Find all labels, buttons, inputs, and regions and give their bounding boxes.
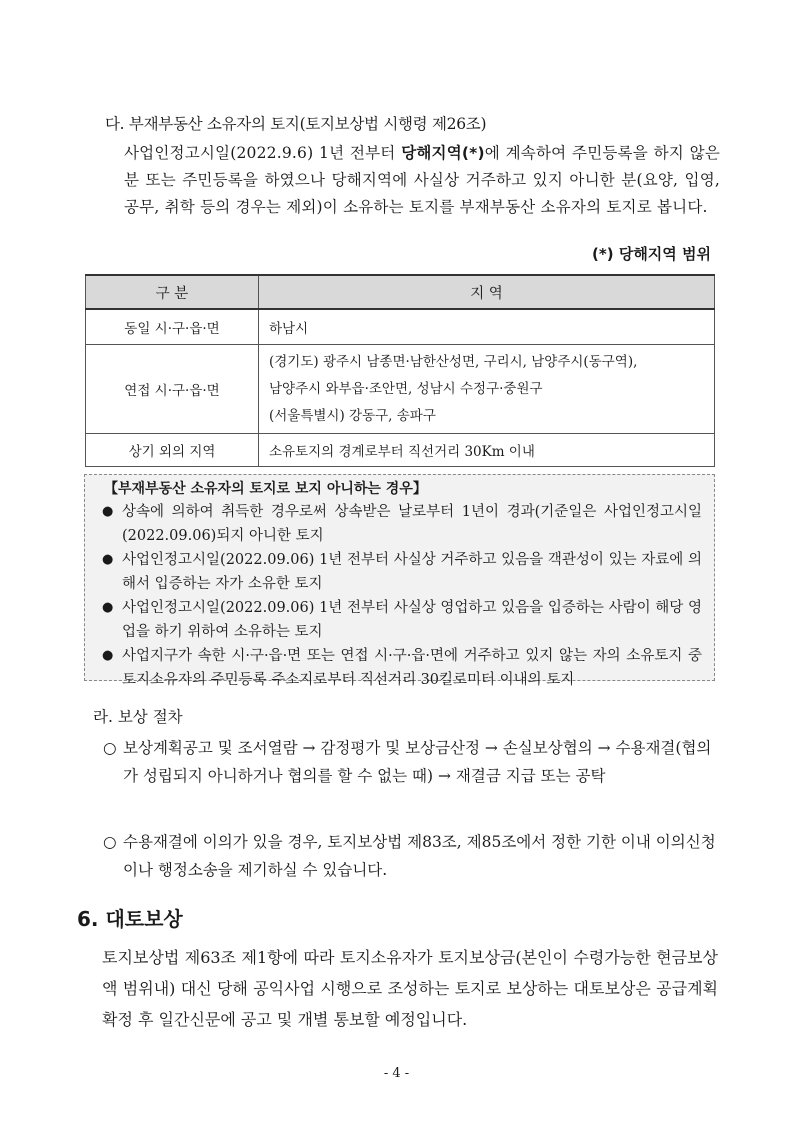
section-6-paragraph: 토지보상법 제63조 제1항에 따라 토지소유자가 토지보상금(본인이 수령가능한 현금보상액 범위내) 대신 당해 공익사업 시행으로 조성하는 토지로 보상하는 대토보상은 공급계획 확정 후 일간신문에 공고 및 개별 통보할 예정입니다. (102, 948, 718, 1029)
para-text-2: 에 계속하여 주민등록을 하지 않은 분 또는 주민등록을 하였으나 당해지역에 사실상 거주하고 있지 아니한 분(요양, 입영, 공무, 취학 등의 경우는 제외)이 소유하는 토지를 부재부동산 소유자의 토지로 봅니다. (124, 144, 720, 216)
header-region: 지 역 (259, 275, 715, 309)
section-c-paragraph (124, 140, 720, 221)
bullet-icon: ● (102, 600, 114, 615)
row-value (259, 345, 715, 434)
bullet-icon: ● (102, 504, 114, 519)
list-item-text: 사업인정고시일(2022.09.06) 1년 전부터 사실상 영업하고 있음을 입증하는 사람이 해당 영업을 하기 위하여 소유하는 토지 (122, 600, 702, 640)
section-d-title: 라. 보상 절차 (93, 708, 183, 726)
para-bold-term: 당해지역(*) (401, 144, 485, 162)
list-item (102, 644, 702, 692)
list-item-text: 사업지구가 속한 시·구·읍·면 또는 연접 시·구·읍·면에 거주하고 있지 않는 자의 소유토지 중 토지소유자의 주민등록 주소지로부터 직선거리 30킬로미터 이내의 토지 (122, 648, 702, 688)
exclusion-box-title: 【부재부동산 소유자의 토지로 보지 아니하는 경우】 (104, 481, 427, 497)
section-c-title: 다. 부재부동산 소유자의 토지(토지보상법 시행령 제26조) (105, 115, 487, 133)
list-item-text: 상속에 의하여 취득한 경우로써 상속받은 날로부터 1년이 경과(기준일은 사업인정고시일(2022.09.06)되지 아니한 토지 (122, 504, 702, 544)
list-item (102, 596, 702, 644)
header-category: 구 분 (86, 275, 259, 309)
page-number: - 4 - (383, 1066, 410, 1081)
list-item (102, 548, 702, 596)
bullet-icon: ● (102, 648, 114, 663)
exclusion-list (102, 500, 702, 692)
list-item-text: 사업인정고시일(2022.09.06) 1년 전부터 사실상 거주하고 있음을 객관성이 있는 자료에 의해서 입증하는 자가 소유한 토지 (122, 552, 702, 592)
bullet-icon: ● (102, 552, 114, 567)
row-label: 상기 외의 지역 (86, 434, 259, 467)
hollow-circle-icon: ○ (103, 739, 117, 757)
procedure-item (103, 734, 718, 790)
region-table (85, 274, 715, 467)
row-label: 동일 시·구·읍·면 (86, 309, 259, 345)
table-row (86, 309, 715, 345)
row-value: 하남시 (259, 309, 715, 345)
table-header-row (86, 275, 715, 309)
table-row (86, 434, 715, 467)
row-value: 소유토지의 경계로부터 직선거리 30Km 이내 (259, 434, 715, 467)
list-item (102, 500, 702, 548)
procedure-text: 보상계획공고 및 조서열람 → 감정평가 및 보상금산정 → 손실보상협의 → 수용재결(협의가 성립되지 아니하거나 협의를 할 수 없는 때) → 재결금 지급 또는 공탁 (123, 739, 712, 785)
table-caption: (*) 당해지역 범위 (592, 245, 711, 263)
row-value-line: (경기도) 광주시 남종면·남한산성면, 구리시, 남양주시(동구역), (269, 353, 638, 370)
hollow-circle-icon: ○ (103, 833, 117, 851)
table-row (86, 345, 715, 434)
section-6-heading: 6. 대토보상 (77, 907, 183, 931)
row-value-line: 남양주시 와부읍·조안면, 성남시 수정구·중원구 (269, 380, 543, 397)
row-value-line: (서울특별시) 강동구, 송파구 (269, 407, 436, 424)
row-label: 연접 시·구·읍·면 (86, 345, 259, 434)
procedure-item (103, 828, 718, 884)
para-text-1: 사업인정고시일(2022.9.6) 1년 전부터 (124, 144, 402, 162)
procedure-text: 수용재결에 이의가 있을 경우, 토지보상법 제83조, 제85조에서 정한 기한 이내 이의신청이나 행정소송을 제기하실 수 있습니다. (123, 833, 716, 879)
